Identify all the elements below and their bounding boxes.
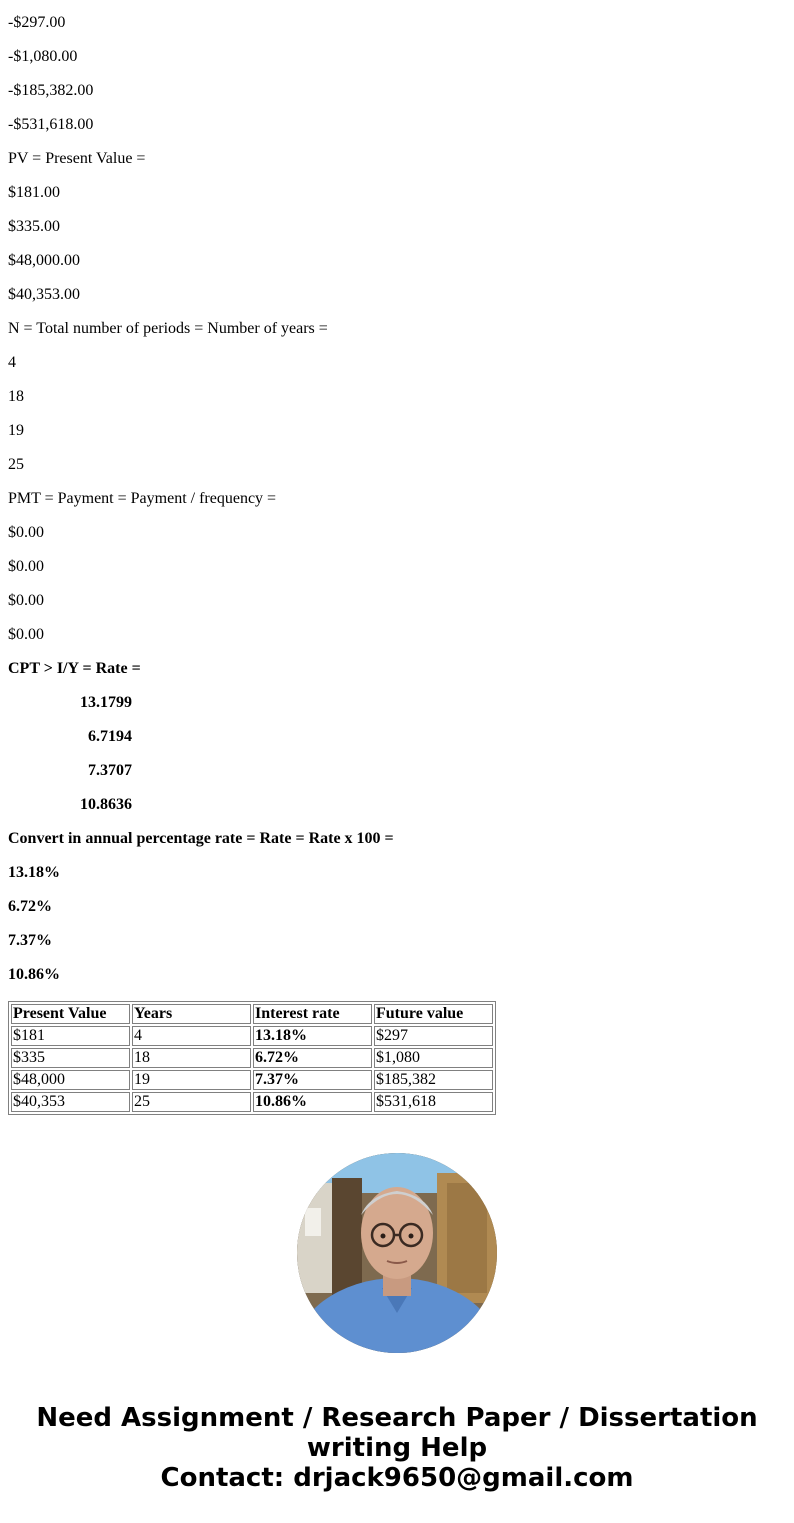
table-row	[11, 1070, 493, 1090]
n-value-2: 18	[8, 388, 24, 405]
header-years: Years	[132, 1004, 251, 1024]
cell-years: 19	[132, 1070, 251, 1090]
footer-line-2: writing Help	[306, 1433, 488, 1463]
footer-contact	[0, 1403, 794, 1493]
cell-present-value: $181	[11, 1026, 130, 1046]
cell-interest-rate: 6.72%	[253, 1048, 372, 1068]
cpt-value-3: 7.3707	[88, 762, 132, 779]
pmt-value-4: $0.00	[8, 626, 44, 643]
author-avatar	[297, 1153, 497, 1353]
fv-value-1: -$297.00	[8, 14, 66, 31]
solution-content	[8, 0, 786, 992]
cell-present-value: $40,353	[11, 1092, 130, 1112]
n-value-3: 19	[8, 422, 24, 439]
author-portrait	[297, 1153, 497, 1353]
cell-interest-rate: 10.86%	[253, 1092, 372, 1112]
footer-line-3: Contact: drjack9650@gmail.com	[160, 1463, 634, 1493]
fv-value-4: -$531,618.00	[8, 116, 94, 133]
n-value-1: 4	[8, 354, 16, 371]
cpt-value-1: 13.1799	[80, 694, 132, 711]
header-future-value: Future value	[374, 1004, 493, 1024]
cpt-value-row-4	[8, 788, 786, 822]
header-interest-rate: Interest rate	[253, 1004, 372, 1024]
convert-label: Convert in annual percentage rate = Rate = Rate x 100 =	[8, 830, 394, 847]
table-header-row	[11, 1004, 493, 1024]
header-present-value: Present Value	[11, 1004, 130, 1024]
cell-interest-rate: 13.18%	[253, 1026, 372, 1046]
table-row	[11, 1026, 493, 1046]
percent-value-2: 6.72%	[8, 898, 52, 915]
results-table	[8, 1001, 496, 1115]
cell-future-value: $1,080	[374, 1048, 493, 1068]
cpt-value-row-1	[8, 686, 786, 720]
pv-value-2: $335.00	[8, 218, 60, 235]
cell-future-value: $531,618	[374, 1092, 493, 1112]
cell-future-value: $297	[374, 1026, 493, 1046]
cpt-value-2: 6.7194	[88, 728, 132, 745]
cell-present-value: $335	[11, 1048, 130, 1068]
cpt-value-row-2	[8, 720, 786, 754]
cpt-value-4: 10.8636	[80, 796, 132, 813]
cell-present-value: $48,000	[11, 1070, 130, 1090]
table-row	[11, 1048, 493, 1068]
pmt-value-2: $0.00	[8, 558, 44, 575]
pmt-value-1: $0.00	[8, 524, 44, 541]
pv-label: PV = Present Value =	[8, 150, 146, 167]
n-label: N = Total number of periods = Number of years =	[8, 320, 328, 337]
pv-value-1: $181.00	[8, 184, 60, 201]
fv-value-2: -$1,080.00	[8, 48, 78, 65]
percent-value-1: 13.18%	[8, 864, 60, 881]
percent-value-4: 10.86%	[8, 966, 60, 983]
cell-interest-rate: 7.37%	[253, 1070, 372, 1090]
fv-value-3: -$185,382.00	[8, 82, 94, 99]
pmt-value-3: $0.00	[8, 592, 44, 609]
cpt-value-row-3	[8, 754, 786, 788]
percent-value-3: 7.37%	[8, 932, 52, 949]
pv-value-3: $48,000.00	[8, 252, 80, 269]
pmt-label: PMT = Payment = Payment / frequency =	[8, 490, 277, 507]
cell-future-value: $185,382	[374, 1070, 493, 1090]
cell-years: 25	[132, 1092, 251, 1112]
footer-line-1: Need Assignment / Research Paper / Dissertation	[36, 1403, 758, 1433]
table-row	[11, 1092, 493, 1112]
cell-years: 4	[132, 1026, 251, 1046]
pv-value-4: $40,353.00	[8, 286, 80, 303]
cell-years: 18	[132, 1048, 251, 1068]
cpt-label: CPT > I/Y = Rate =	[8, 660, 141, 677]
n-value-4: 25	[8, 456, 24, 473]
